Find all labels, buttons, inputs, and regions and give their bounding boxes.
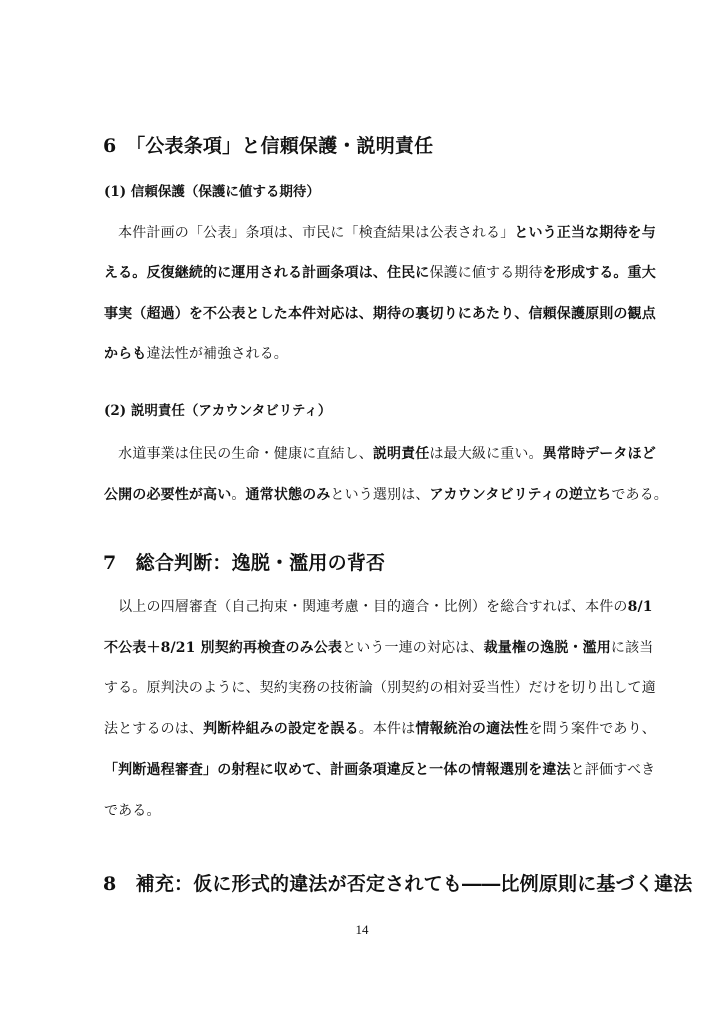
paragraph-line (104, 800, 161, 820)
paragraph-line (104, 759, 655, 779)
paragraph-line (104, 262, 656, 282)
text-run: 違法性が補強される。 (146, 346, 288, 362)
paragraph-line (104, 443, 656, 463)
bold-text-run: 判断枠組みの設定を誤る (203, 721, 359, 737)
paragraph-line (104, 596, 653, 616)
section-6-heading: 6 「公表条項」と信頼保護・説明責任 (103, 135, 434, 157)
bold-text-run: 公開の必要性が高い (104, 487, 232, 503)
text-run: 保護に値する期待 (429, 265, 543, 281)
paragraph-line (104, 222, 656, 242)
section-7-heading: 7 総合判断：逸脱・濫用の背否 (103, 552, 386, 574)
paragraph-line (104, 303, 656, 323)
text-run: 以上の四層審査（自己拘束・関連考慮・目的適合・比例）を総合すれば、本件の (104, 599, 628, 615)
text-run: と評価すべき (570, 762, 656, 778)
subsection-1-heading: (1) 信頼保護（保護に値する期待） (104, 184, 320, 200)
bold-text-run: 裁量権の逸脱・濫用 (483, 640, 611, 656)
text-run: である。 (104, 803, 161, 819)
bold-text-run: 「判断過程審査」の射程に収めて、計画条項違反と一体の情報選別を違法 (104, 762, 571, 778)
bold-text-run: を形成する。重大 (542, 265, 656, 281)
paragraph-line (104, 484, 668, 504)
text-run: である。 (611, 487, 668, 503)
text-run: 本件計画の「公表」条項は、市民に「検査結果は公表される」 (104, 225, 515, 241)
text-run: 。本件は (358, 721, 416, 737)
bold-text-run: 不公表＋8/21 別契約再検査のみ公表 (104, 640, 343, 656)
bold-text-run: える。反復継続的に運用される計画条項は、住民に (104, 265, 430, 281)
bold-text-run: 通常状態のみ (245, 487, 331, 503)
bold-text-run: からも (104, 346, 147, 362)
text-run: 。 (231, 487, 246, 503)
bold-text-run: 異常時データほど (542, 446, 656, 462)
text-run: という選別は、 (330, 487, 430, 503)
bold-text-run: アカウンタビリティの逆立ち (429, 487, 612, 503)
paragraph-line (104, 677, 656, 697)
subsection-2-heading: (2) 説明責任（アカウンタビリティ） (104, 403, 332, 419)
page-number: 14 (355, 922, 369, 937)
paragraph-line (104, 637, 653, 657)
text-run: 法とするのは、 (104, 721, 204, 737)
paragraph-line (104, 343, 288, 363)
bold-text-run: 説明責任 (372, 446, 430, 462)
bold-text-run: 8/1 (627, 599, 653, 615)
bold-text-run: という正当な期待を与 (514, 225, 656, 241)
bold-text-run: 事実（超過）を不公表とした本件対応は、期待の裏切りにあたり、信頼保護原則の観点 (104, 306, 656, 322)
section-8-heading: 8 補充：仮に形式的違法が否定されても――比例原則に基づく違法 (103, 873, 693, 895)
text-run: を問う案件であり、 (528, 721, 656, 737)
text-run: という一連の対応は、 (342, 640, 484, 656)
paragraph-line (104, 718, 656, 738)
text-run: 水道事業は住民の生命・健康に直結し、 (104, 446, 373, 462)
bold-text-run: 情報統治の適法性 (415, 721, 529, 737)
text-run: する。原判決のように、契約実務の技術論（別契約の相対妥当性）だけを切り出して適 (104, 680, 656, 696)
text-run: に該当 (610, 640, 654, 656)
text-run: は最大級に重い。 (429, 446, 543, 462)
